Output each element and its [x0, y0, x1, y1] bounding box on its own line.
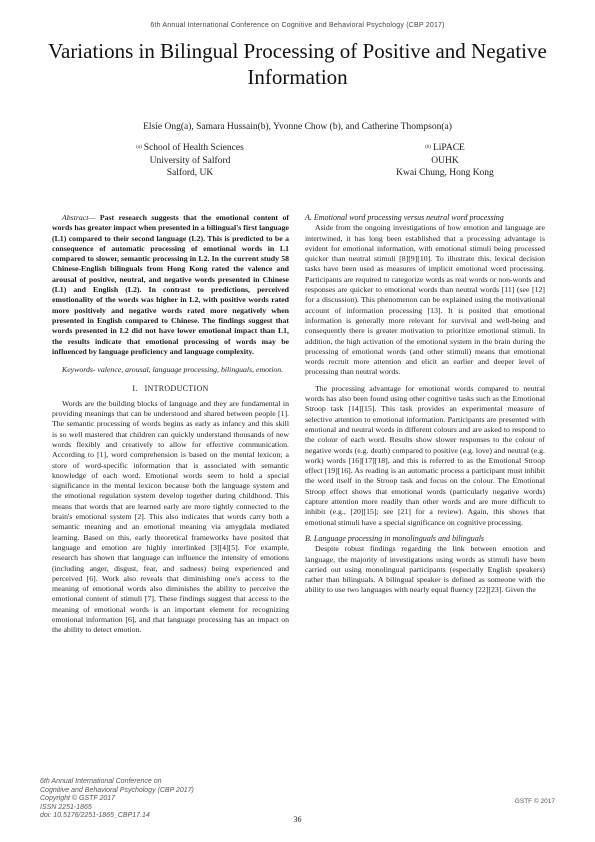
- affiliation-name: School of Health Sciences: [143, 143, 244, 153]
- affiliation-b: [365, 142, 525, 180]
- abstract-text: Past research suggests that the emotional content of words has greater impact when presented in a bilingual's first language (L1) compared to their second language (L2). This is predicted to be a consequence of automatic processing of emotional words in L1 compared to slower, semantic processing in L2. In the current study 58 Chinese-English bilinguals from Hong Kong rated the valence and arousal of positive, neutral, and negative words presented in Chinese (L1) and English (L2). In contrast to predictions, perceived emotionality of the words was higher in L2, with positive words rated more positively and negative words rated more negatively when presented in English compared to Chinese. The findings suggest that words presented in L2 did not have lower emotional impact than L1, the results indicate that emotional processing of words may be influenced by language proficiency and language complexity.: [52, 213, 289, 356]
- abstract-label: Abstract—: [62, 213, 96, 222]
- section-heading-introduction: [52, 384, 289, 394]
- right-column: [305, 213, 545, 596]
- left-column: [52, 213, 289, 636]
- affiliation-marker: (b): [425, 145, 431, 150]
- conference-header: 6th Annual International Conference on Cognitive and Behavioral Psychology (CBP 2017): [150, 22, 445, 29]
- abstract: [52, 213, 289, 357]
- paragraph: Despite robust findings regarding the link between emotion and language, the majority of investigations using words as stimuli have been carried out using monolingual participants (especially English speakers) rather than bilinguals. A bilingual speaker is defined as someone with the ability to use two languages with nearly equal fluency [22][23]. Given the: [305, 544, 545, 595]
- paragraph: Aside from the ongoing investigations of how emotion and language are intertwined, it has long been established that a processing advantage is evident for emotional information, with emotional stimuli being processed quicker than neutral stimuli [8][9][10]. To illustrate this, lexical decision tasks have been used as measures of implicit emotional word processing. Participants are required to categorize words as real words or non-words and responses are quicker to emotional words than neutral words [11] (see [12] for a discussion). This phenomenon can be explained using the motivational account of information processing [13]. It is posited that emotional information is generally more relevant for survival and well-being and consequently there is greater motivation to prioritize emotional stimuli. In addition, the high activation of the emotional system in the brain during the processing of emotional words (and other stimuli) means that emotional words recruit more attention and elicit an earlier and deeper level of processing than neutral words.: [305, 223, 545, 377]
- affiliation-name: LiPACE: [432, 143, 465, 153]
- footer-line: 6th Annual International Conference on: [40, 778, 162, 785]
- affiliation-location: Kwai Chung, Hong Kong: [396, 168, 494, 178]
- section-title: INTRODUCTION: [144, 384, 209, 394]
- section-number: I.: [132, 384, 138, 394]
- footer-line: doi: 10.5176/2251-1865_CBP17.14: [40, 812, 150, 820]
- subsection-heading-b: B. Language processing in monolinguals and bilinguals: [305, 533, 485, 543]
- affiliation-institution: OUHK: [431, 155, 459, 166]
- author-list: Elsie Ong(a), Samara Hussain(b), Yvonne Chow (b), and Catherine Thompson(a): [143, 122, 452, 132]
- keywords: Keywords- valence, arousal, language processing, bilinguals, emotion.: [62, 365, 284, 375]
- paragraph: Words are the building blocks of language and they are fundamental in providing meanings that can be understood and shared between people [1]. The semantic processing of words begins as early as infancy and this skill is so well mastered that children can quickly understand thousands of new words flexibly and creatively to allow for effective communication. According to [1], word comprehension is based on the mental lexicon; a store of word-specific information that is associated with semantic knowledge of each word. Emotional words seem to hold a special significance in the mental lexicon because both the language system and the emotional regulation system develop together during childhood. This means that words that are learned early are more tightly connected to the brain's emotional system [2]. This also indicates that words carry both a semantic meaning and an emotional meaning via amygdala mediated learning. Based on this, early theoretical frameworks have posited that language and emotion are highly interlinked [3][4][5]. For example, research has shown that language can influence the intensity of emotions (including anger, disgust, fear, and sadness) being experienced and perceived [6]. Work also reveals that diminishing one's access to the meaning of emotional words also diminishes the ability to perceive the emotional content of stimuli [7]. These findings suggest that access to the meaning of emotional words is an important element for recognizing emotional information [6], and that language processing has an impact on the ability to detect emotion.: [52, 398, 289, 635]
- footer-line: ISSN 2251-1865: [40, 803, 92, 811]
- affiliation-marker: (a): [136, 145, 142, 150]
- footer-line: Copyright © GSTF 2017: [40, 795, 116, 803]
- paragraph: The processing advantage for emotional words compared to neutral words has also been found using other cognitive tasks such as the Emotional Stroop task [14][15]. This task provides an experimental measure of selective attention to emotional information. Participants are presented with emotional and neutral words in different colours and are asked to respond to the colour of each word. Results show slower responses to the colour of negative words (e.g. death) compared to positive (e.g. love) and neutral (e.g. work) words [16][17][18], and this is referred to as the Emotional Stroop effect [19][16]. As reading is an automatic process a participant must inhibit the word itself in the Stroop task and focus on the colour. The Emotional Stroop effect shows that emotional words (particularly negative words) capture attention more readily than other words and are more difficult to inhibit (e.g., [20][15]; see [21] for a review). Again, this shows that emotional stimuli have a special significance on cognitive processing.: [305, 383, 545, 527]
- paper-title: Variations in Bilingual Processing of Positive and Negative Information: [48, 39, 547, 89]
- affiliation-a: [110, 142, 270, 180]
- gstf-mark: GSTF © 2017: [514, 798, 555, 805]
- affiliation-location: Salford, UK: [166, 168, 214, 178]
- footer-line: Cognitive and Behavioral Psychology (CBP 2017): [40, 786, 194, 794]
- affiliation-institution: University of Salford: [149, 155, 231, 166]
- subsection-heading-a: A. Emotional word processing versus neutral word processing: [305, 213, 504, 222]
- page-number: 36: [293, 815, 302, 824]
